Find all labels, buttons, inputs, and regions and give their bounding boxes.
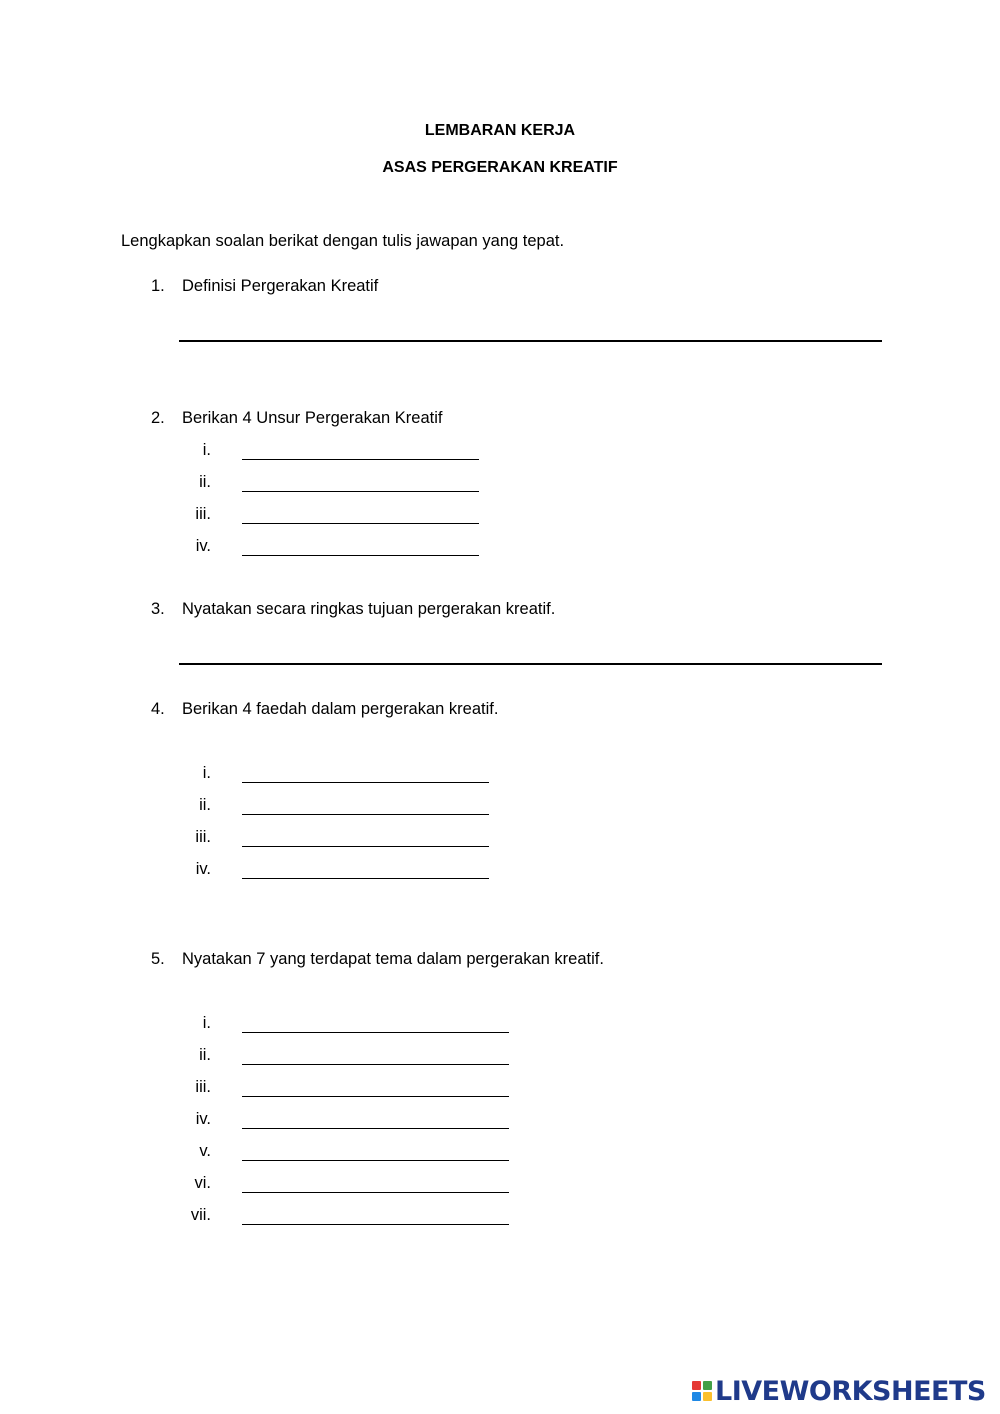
answer-blank[interactable] xyxy=(242,814,489,815)
list-numeral: ii. xyxy=(199,473,211,491)
list-numeral: iii. xyxy=(195,505,211,523)
list-numeral: i. xyxy=(202,1014,211,1032)
answer-blank[interactable] xyxy=(242,1192,509,1193)
logo-block xyxy=(703,1381,712,1390)
list-numeral: iv. xyxy=(195,1110,211,1128)
answer-blank[interactable] xyxy=(242,1064,509,1065)
list-numeral: i. xyxy=(202,764,211,782)
answer-line[interactable] xyxy=(179,340,882,342)
list-numeral: i. xyxy=(202,441,211,459)
question-number: 3. xyxy=(151,600,165,618)
liveworksheets-logo-icon xyxy=(692,1381,712,1401)
logo-block xyxy=(692,1392,701,1401)
question-text: Berikan 4 faedah dalam pergerakan kreatif. xyxy=(182,700,499,718)
question-text: Definisi Pergerakan Kreatif xyxy=(182,277,379,295)
logo-block xyxy=(692,1381,701,1390)
logo-text: LIVEWORKSHEETS xyxy=(715,1375,986,1407)
answer-line[interactable] xyxy=(179,663,882,665)
logo-block xyxy=(703,1392,712,1401)
question-text: Nyatakan secara ringkas tujuan pergerakan kreatif. xyxy=(182,600,556,618)
answer-blank[interactable] xyxy=(242,1224,509,1225)
answer-blank[interactable] xyxy=(242,523,479,524)
worksheet-subtitle: ASAS PERGERAKAN KREATIF xyxy=(382,159,618,176)
list-numeral: v. xyxy=(199,1142,211,1160)
answer-blank[interactable] xyxy=(242,491,479,492)
answer-blank[interactable] xyxy=(242,459,479,460)
answer-blank[interactable] xyxy=(242,1128,509,1129)
list-numeral: iv. xyxy=(195,537,211,555)
answer-blank[interactable] xyxy=(242,782,489,783)
list-numeral: iii. xyxy=(195,828,211,846)
question-number: 5. xyxy=(151,950,165,968)
answer-blank[interactable] xyxy=(242,878,489,879)
instruction-text: Lengkapkan soalan berikat dengan tulis jawapan yang tepat. xyxy=(121,232,565,250)
answer-blank[interactable] xyxy=(242,1160,509,1161)
question-text: Berikan 4 Unsur Pergerakan Kreatif xyxy=(182,409,443,427)
list-numeral: ii. xyxy=(199,1046,211,1064)
answer-blank[interactable] xyxy=(242,846,489,847)
list-numeral: vii. xyxy=(190,1206,211,1224)
answer-blank[interactable] xyxy=(242,1032,509,1033)
liveworksheets-logo[interactable] xyxy=(692,1374,986,1408)
answer-blank[interactable] xyxy=(242,555,479,556)
question-number: 2. xyxy=(151,409,165,427)
question-text: Nyatakan 7 yang terdapat tema dalam pergerakan kreatif. xyxy=(182,950,604,968)
list-numeral: iii. xyxy=(195,1078,211,1096)
list-numeral: vi. xyxy=(194,1174,211,1192)
list-numeral: ii. xyxy=(199,796,211,814)
answer-blank[interactable] xyxy=(242,1096,509,1097)
list-numeral: iv. xyxy=(195,860,211,878)
worksheet-title: LEMBARAN KERJA xyxy=(424,122,576,139)
question-number: 4. xyxy=(151,700,165,718)
question-number: 1. xyxy=(151,277,165,295)
